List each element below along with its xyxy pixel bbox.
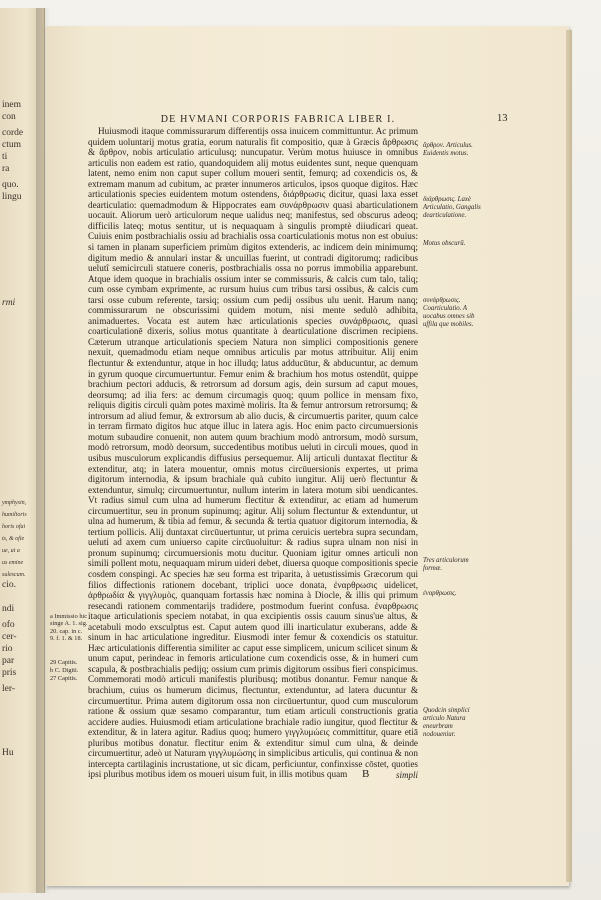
left-page-text-fragment: cer- [2,632,17,642]
right-margin-note: Tres articulorum formæ. [423,557,469,572]
left-margin-note: a Immissio hic singe A. 1. sig. 20. cap. in c. 9. f. 1. & 18. [50,613,88,643]
page-edge [566,30,572,882]
left-page-text-fragment: ts, & ofie [2,536,25,542]
left-page-text-fragment: pris [2,668,17,678]
left-page-text-fragment: par [2,656,15,666]
right-margin-note: Quodcin simplici articulo Natura eneurbram nodoueniur. [423,707,470,738]
left-page-text-fragment: sulescum. [2,572,26,578]
left-page-text-fragment: horis ofai [2,524,26,530]
body-paragraph: Huiusmodi itaque commissurarum differentijs ossa inuicem committuntur. Ac primum quidem uoluntarij motus gratia, eorum naturalis fit compositio, quæ à Græcis ἄρθρωσις & ἄρθρον, nobis articulatio articulusq; nuncupatur. Verùm motus huiusce in omnibus articulis non eadem est ratio, quandoquidem alij motus euidentes sunt, neque quenquam latent, nemo enim non caput super collum moueri sentit, femurq; ad coxendicis os, & extremam manum ad cubitum, ac præter innumeros articulos, ipsos quoque digitos. Hæc articulationis species euidentem motum ostendens, διάρθρωσις dicitur, quasi laxa esset dearticulatio: quemadmodum & Hippocrates eam συνάρθρωσιν quasi abarticulationem uocauit. Aliorum uerò articulorum neque ualidus neq; manifestus, sed obscurus adeoq; difficilis lateq; motus sentitur, ut is nequaquam à singulis promptè diiudicari queat. Cuiuis enim postbrachialis ossiu ad brachialis ossa coarticulationis motus non est obuius: si tamen in planam superficiem primùm digitos extenderis, ac indicem dein minimumq; digitum medio & annulari instar & uncuillas fuerint, ut contradi digitorumq; radicibus uelutî semicirculi statuere coneris, postbrachialis ossa no porrus immobilia apparebunt. Atque idem quoque in brachialis ossium inter se commissuris, & calcis cum talo, taliq; cum osse cymbam exprimente, ac rursum huius cum tribus tarsi ossibus, & calcis cum tarsi osse cubum referente, tarsiq; ossium cum pedij ossibus ulu uenit. Harum nanq; commissurarum ne obscurissimi quidem motum, nisi mente sedulò adhibita, animaduertes. Vocata est autem hæc articulationis species συνάρθρωσις, quasi coarticulationē dixeris, solius motus quantitate à dearticulatione discrimen recipiens. Cæterum utranque articulationis speciem Natura non simplici compositionis genere nexuit, quemadmodu etiam neque omnibus articulis par motus attribuitur. Alij enim flectuntur & extenduntur, atque in hoc illudq; latus adducūtur, & abducuntur, ac demum in gyrum quoque circumuertuntur. Femur enim & brachium hos motus ostendūt, quippe brachium pectori adducis, & retrorsum ad dorsum agis, dein sursum ad caput moues, deorsumq; ad ilia fers: ac demum circumagis quoq; quum pollice in mensam fixo, reliquis digitis circuli quàm potes maximè moliris. Ita & femur antrorsum retrorsumq; & introrsum ad aliud femur, & extrorsum ab alio ducis, & circumuertis pariter, quum calce in terram firmato digitos huc atque illuc in latera agis. Hoc enim pacto circumuersionis motum subaudire conuenit, non autem quum brachium modò antrorsum, modò sursum, modò retrorsum, modò deorsum, succedentibus motibus ueluti in circuli moues, quod in usibus musculorum explicandis diffusius persequemur. Alij articuli duntaxat flectitur & extenditur, atq; in latera mouentur, omnis motus circūuersionis expertes, ut prima digitorum internodia, & ipsum brachiale quà cubito iungitur. Alij uerò flectuntur & extenduntur, simulq; circumuertuntur, nullum interim in latera motum sibi uendicantes. Vt radius simul cum ulna ad humerum flectitur & extenditur, ac etiam ad humerum circumuertitur, seu in pronum supinumq; agitur. Alij solum flectuntur & extenduntur, ut ulna ad humerum, & tibia ad femur, & secunda & tertia quatuor digitorum internodia, & tertium pollicis. Alij duntaxat circūuertuntur, ut prima ceruicis uertebra supra secundam, ueluti ad axem cum uniuerso capite circūuoluitur: & radius supra ulnam non nisi in pronum supinumq; circumuersionis motu ducitur. Quoniam igitur omnes articuli non simili pollent motu, nequaquam mirum uideri debet, diuersa quoque compositionis specie cosdem conspingi. Ac species hæ seu forma est triparita, à uetustissimis Græcorum qui filios diffectionis rationem docebant, triplici uoce donata, ἐναρθρωσις uidelicet, ἀρθρωδία & γιγγλυμὸς, quanquam fortassis hæc nomina à Diocle, & illis qui primum resecandi rationem commentarijs tradidere, postmodum fuerint confusa. ἐναρθρωσις itaque articulationis speciem notabat, in qua excipientis ossis cauum sinus'ue altus, & acetabuli modo exsculptus est. Caput autem quod illi inarticulatur exuberans, adde & sinum in hac articulatione ingreditur. Eiusmodi inter femur & coxendicis os statuitur. Hæc articulationis differentia similiter ac caput esse simplicem, unicum scilicet sinum & unum caput, perindeac in femoris articulatione cum coxendicis osse, & in humeri cum scapula, & postbrachialis pedijq; ossium cum primis digitorum ossibus fieri conspicimus. Commemorati modò articuli manifestis pluribusq; motibus donantur. Femur nanque & brachium, cuius os humerum dicimus, flectuntur, extenduntur, ad latera ducuntur & circumuertitur. Prima autem digitorum ossa non circūuertuntur, quod cum musculorum ratione & ossium quæ sesamo comparantur, tum etiam articuli constructionis gratia accidere audies. Huiusmodi etiam articulatione brachiale radio iungitur, quod flectitur & extenditur, & in latera agitur. Radius quoq; humero γιγγλυμώεις committitur, quare etiā pluribus motibus donatur. flectitur enim & extenditur simul cum ulna, & deinde circumuertitur, adeò ut Naturam γιγγλυμώσης in simplicibus articulis, qui continua & non intercepta cartilaginis incrustatione, ut sic dicam, perficiuntur, confinxisse cōstet, quoties ipsi pluribus motibus idem os moueri uisum fuit, in illis motibus quam [88,126,418,780]
left-page-text-fragment: ymphysin, [2,500,27,506]
left-page-text-fragment: us emine [2,560,24,566]
left-page-text-fragment: lingu [2,192,22,202]
signature-mark: B [362,768,370,780]
left-page-text-fragment: ofo [2,620,15,630]
left-margin-note: 27 Capitis. [50,675,78,682]
left-page-text-fragment: ndi [2,604,15,614]
left-page-text-fragment: ler- [2,684,15,694]
left-margin-note: b C. Digiti. [50,667,79,674]
left-page-text-fragment: con [2,112,16,122]
right-margin-note: ἄρθρον. Articulus. Euidentis motus. [423,142,473,157]
left-page-margin-fragment: rmi [2,298,16,308]
left-page-text-fragment: humilioris [2,512,27,518]
left-margin-note: 29 Capitis. [50,659,78,666]
body-text [88,126,418,780]
running-head: DE HVMANI CORPORIS FABRICA LIBER I. [160,114,396,125]
left-page-text-fragment: inem [2,100,21,110]
left-page-text-fragment: corde [2,128,24,138]
left-page-text-fragment: Hu [2,748,14,758]
left-page-text-fragment: ue, ut a [2,548,20,554]
right-margin-note: διάρθρωσις. Laxè Articulatio, Gangalis dearticulatione. [423,196,481,219]
folio-number: 13 [497,113,508,124]
right-margin-note: ἐναρθρωσις. [423,590,457,597]
left-page-text-fragment: cio. [2,580,16,590]
left-page-text-fragment: quo. [2,180,19,190]
left-page-text-fragment: ti [2,152,8,162]
right-margin-note: συνάρθρωσις. Coarticulatio. A uocabus omnes sib uffila que mobiles. [423,297,475,328]
catchword: simpli [396,770,419,780]
left-page-text-fragment: ra [2,164,10,174]
right-margin-note: Motus obscurū. [423,240,466,247]
left-page-text-fragment: rio [2,644,13,654]
left-page-text-fragment: ctum [2,140,21,150]
